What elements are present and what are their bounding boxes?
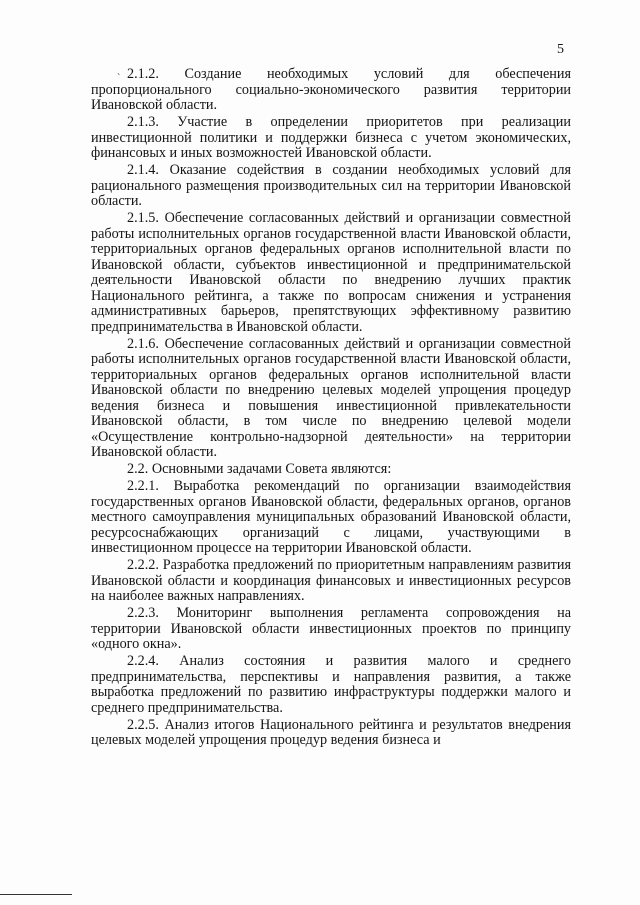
paragraph-2-1-4: 2.1.4. Оказание содействия в создании необходимых условий для рационального размещения производительных сил на территории Ивановской области. [91, 162, 571, 209]
paragraph-2-1-5: 2.1.5. Обеспечение согласованных действий и организации совместной работы исполнительных органов государственной власти Ивановской области, территориальных органов федеральных органов исполнительной власти по Ивановской области, субъектов инвестиционной и предпринимательской деятельности Ивановской области по внедрению лучших практик Национального рейтинга, а также по вопросам снижения и устранения административных барьеров, препятствующих эффективному развитию предпринимательства в Ивановской области. [91, 210, 571, 335]
document-body [91, 67, 571, 750]
paragraph-2-2-2: 2.2.2. Разработка предложений по приоритетным направлениям развития Ивановской области и координация финансовых и инвестиционных ресурсов на наиболее важных направлениях. [91, 557, 571, 604]
paragraph-2-1-2: 2.1.2. Создание необходимых условий для обеспечения пропорционального социально-экономического развития территории Ивановской области. [91, 66, 571, 113]
footer-divider [0, 894, 72, 895]
paragraph-2-2-5: 2.2.5. Анализ итогов Национального рейтинга и результатов внедрения целевых моделей упрощения процедур ведения бизнеса и [91, 716, 571, 748]
paragraph-2-1-3: 2.1.3. Участие в определении приоритетов при реализации инвестиционной политики и поддержки бизнеса с учетом экономических, финансовых и иных возможностей Ивановской области. [91, 114, 571, 161]
paragraph-2-2-3: 2.2.3. Мониторинг выполнения регламента сопровождения на территории Ивановской области инвестиционных проектов по принципу «одного окна». [91, 605, 571, 652]
paragraph-2-1-6: 2.1.6. Обеспечение согласованных действий и организации совместной работы исполнительных органов государственной власти Ивановской области, территориальных органов федеральных органов исполнительной власти Ивановской области по внедрению целевых моделей упрощения процедур ведения бизнеса и повышения инвестиционной привлекательности Ивановской области, в том числе по внедрению целевой модели «Осуществление контрольно-надзорной деятельности» на территории Ивановской области. [91, 335, 571, 460]
page-number: 5 [557, 42, 564, 57]
paragraph-2-2-4: 2.2.4. Анализ состояния и развития малого и среднего предпринимательства, перспективы и направления развития, а также выработка предложений по развитию инфраструктуры поддержки малого и среднего предпринимательства. [91, 653, 571, 716]
scan-mark: ` [117, 73, 121, 84]
paragraph-2-2-1: 2.2.1. Выработка рекомендаций по организации взаимодействия государственных органов Ивановской области, федеральных органов, органов местного самоуправления муниципальных образований Ивановской области, ресурсоснабжающих организаций с лицами, участвующими в инвестиционном процессе на территории Ивановской области. [91, 478, 571, 556]
paragraph-2-2: 2.2. Основными задачами Совета являются: [127, 461, 392, 477]
